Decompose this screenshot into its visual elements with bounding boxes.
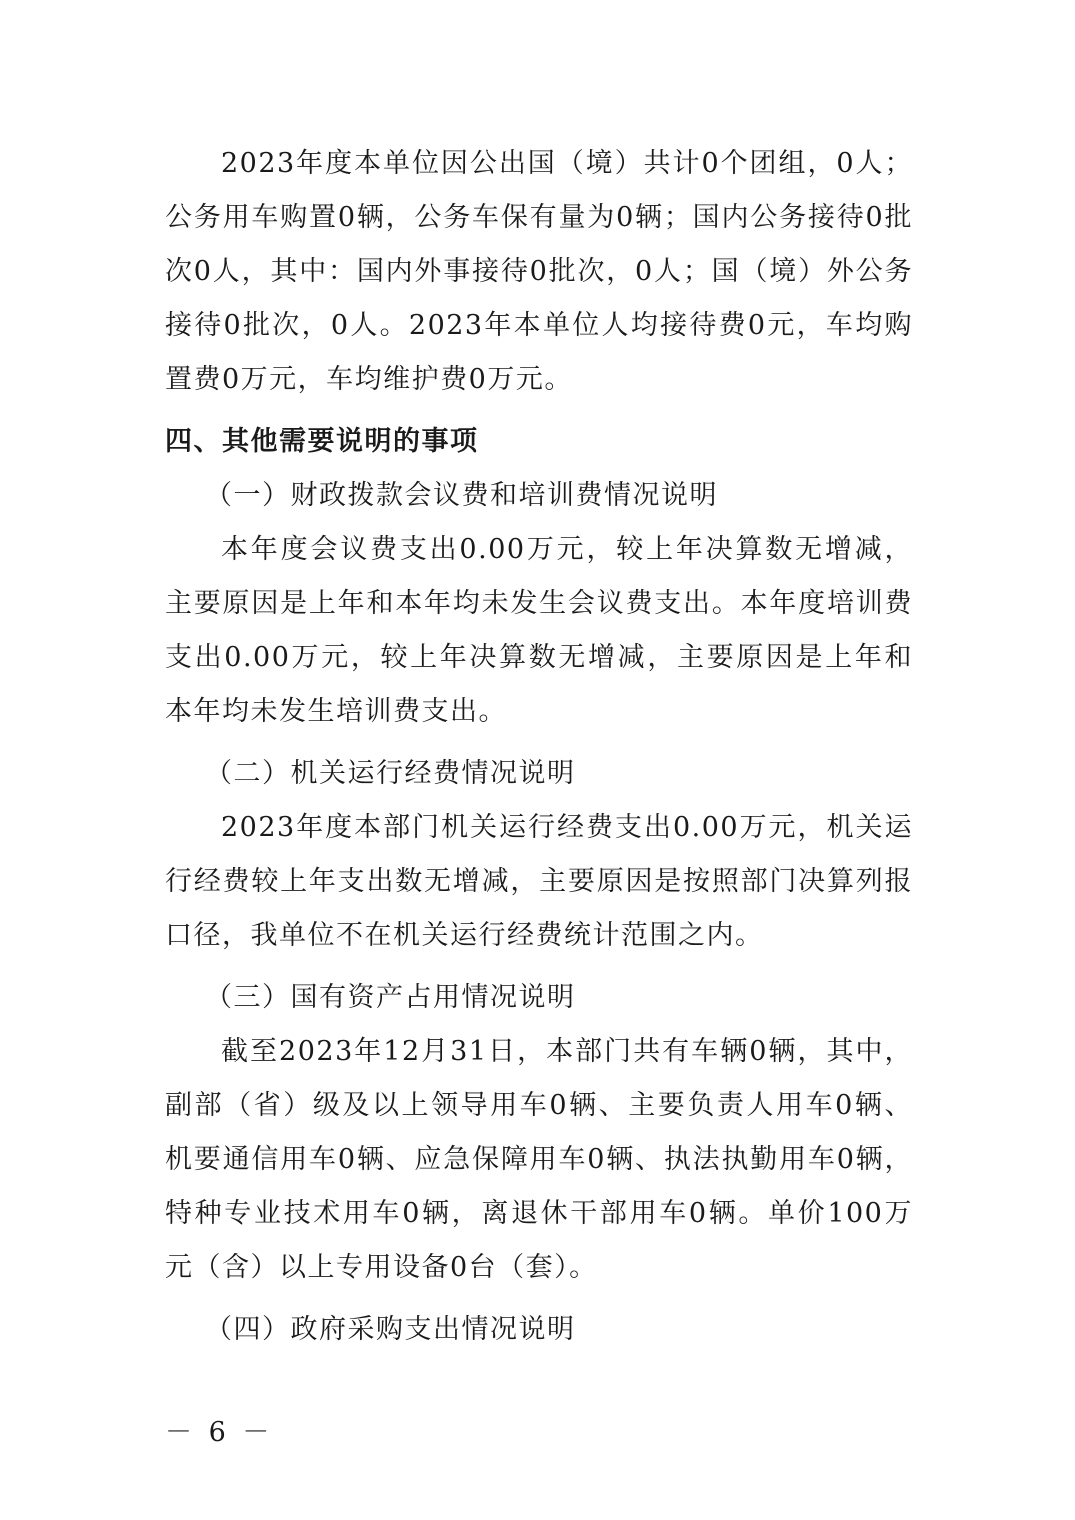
- subheading-meeting-training-fees: （一）财政拨款会议费和培训费情况说明: [205, 480, 718, 511]
- document-body: [165, 137, 913, 1357]
- paragraph-meeting-training-fees: 本年度会议费支出0.00万元，较上年决算数无增减，主要原因是上年和本年均未发生会议费支出。本年度培训费支出0.00万元，较上年决算数无增减，主要原因是上年和本年均未发生培训费支出。: [165, 534, 913, 727]
- paragraph-overseas-vehicles-reception: 2023年度本单位因公出国（境）共计0个团组，0人；公务用车购置0辆，公务车保有量为0辆；国内公务接待0批次0人，其中：国内外事接待0批次，0人；国（境）外公务接待0批次，0人。2023年本单位人均接待费0元，车均购置费0万元，车均维护费0万元。: [165, 148, 913, 395]
- subheading-state-assets: （三）国有资产占用情况说明: [205, 982, 576, 1013]
- paragraph-operating-expenses: 2023年度本部门机关运行经费支出0.00万元，机关运行经费较上年支出数无增减，主要原因是按照部门决算列报口径，我单位不在机关运行经费统计范围之内。: [165, 812, 913, 951]
- paragraph-state-assets: 截至2023年12月31日，本部门共有车辆0辆，其中，副部（省）级及以上领导用车0辆、主要负责人用车0辆、机要通信用车0辆、应急保障用车0辆、执法执勤用车0辆，特种专业技术用车0辆，离退休干部用车0辆。单价100万元（含）以上专用设备0台（套）。: [165, 1036, 913, 1283]
- page-number: － 6 －: [165, 1417, 274, 1448]
- subheading-government-procurement: （四）政府采购支出情况说明: [205, 1314, 576, 1345]
- subheading-operating-expenses: （二）机关运行经费情况说明: [205, 758, 576, 789]
- section-heading-other-matters: 四、其他需要说明的事项: [165, 426, 479, 457]
